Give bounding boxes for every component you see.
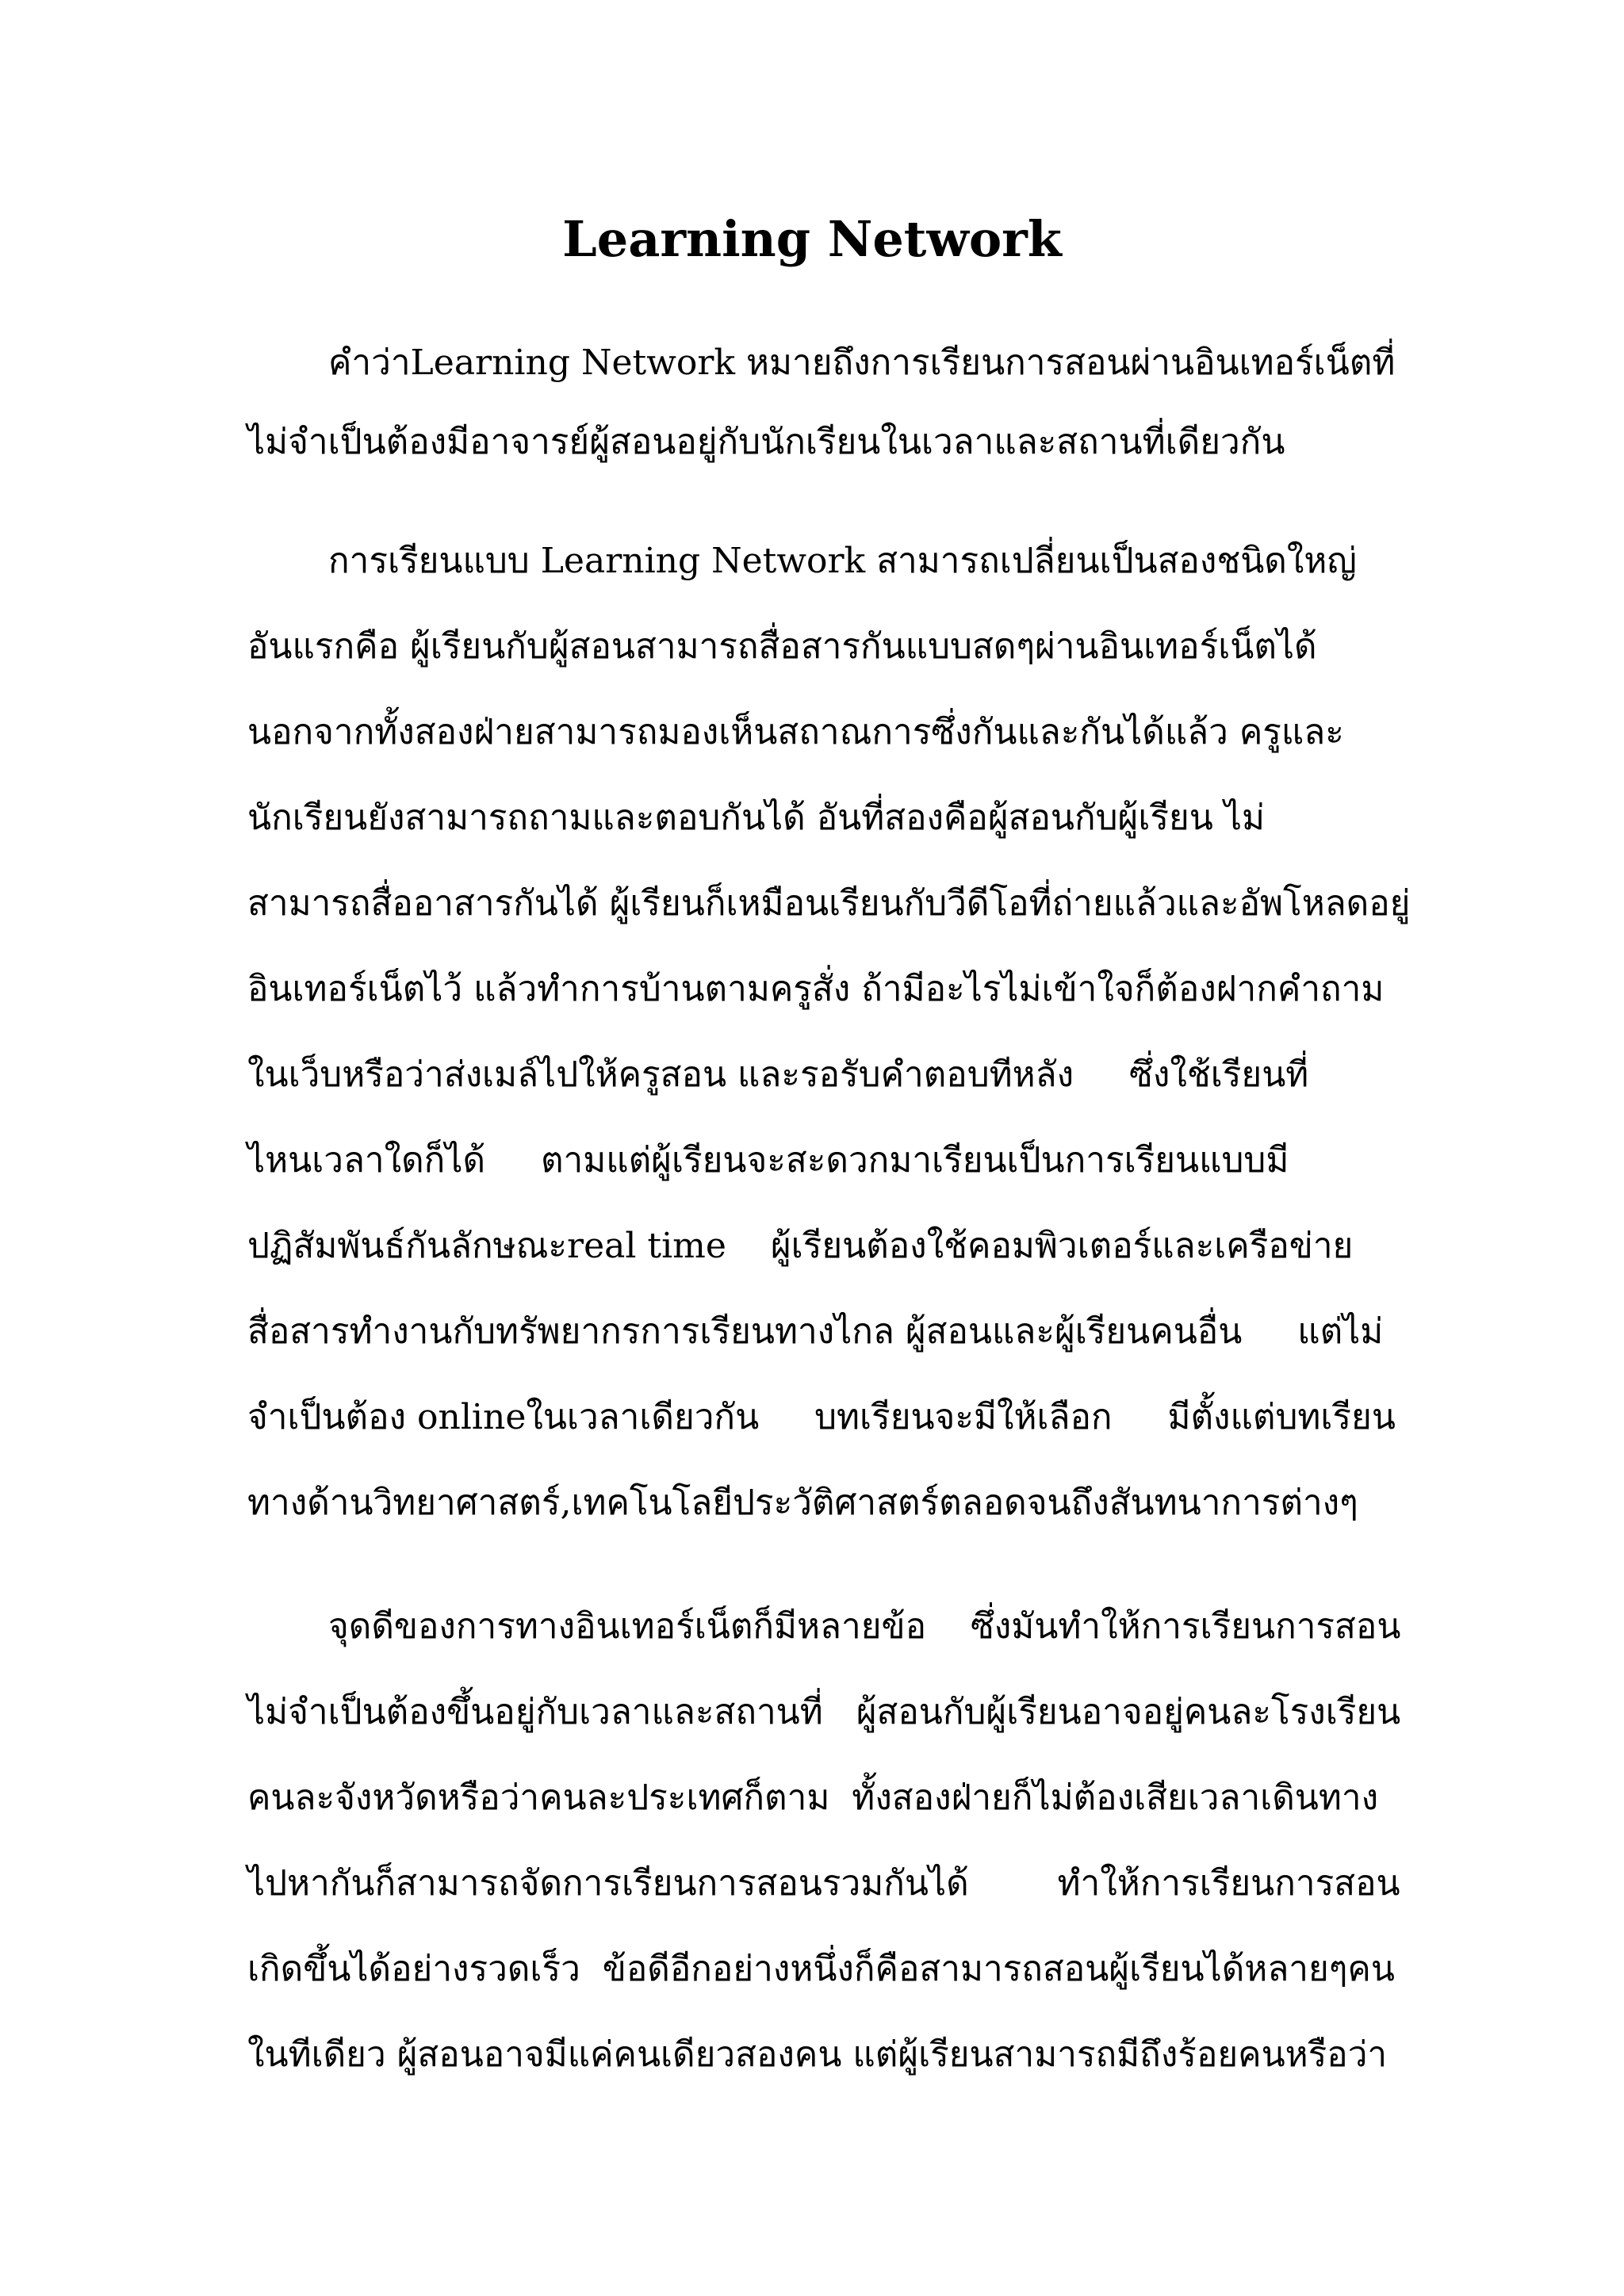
paragraph-3-line-2: ไม่จำเป็นต้องขึ้นอยู่กับเวลาและสถานที่ ผู้สอนกับผู้เรียนอาจอยู่คนละโรงเรียน xyxy=(247,1692,1401,1732)
paragraph-3-line-3: คนละจังหวัดหรือว่าคนละประเทศก็ตาม ทั้งสองฝ่ายก็ไม่ต้องเสียเวลาเดินทาง xyxy=(247,1777,1379,1818)
paragraph-2-line-8: ไหนเวลาใดก็ได้ ตามแต่ผู้เรียนจะสะดวกมาเรียนเป็นการเรียนแบบมี xyxy=(247,1140,1289,1181)
document-title: Learning Network xyxy=(562,210,1062,268)
paragraph-3-line-4: ไปหากันก็สามารถจัดการเรียนการสอนรวมกันได้ ทำให้การเรียนการสอน xyxy=(247,1863,1400,1904)
paragraph-2-line-3: นอกจากทั้งสองฝ่ายสามารถมองเห็นสถาณการซึ่งกันและกันได้แล้ว ครูและ xyxy=(247,712,1344,752)
paragraph-2-line-10: สื่อสารทำงานกับทรัพยากรการเรียนทางไกล ผู้สอนและผู้เรียนคนอื่น แต่ไม่ xyxy=(247,1311,1384,1352)
paragraph-2-line-5: สามารถสื่ออาสารกันได้ ผู้เรียนก็เหมือนเรียนกับวีดีโอที่ถ่ายแล้วและอัพโหลดอยู่ xyxy=(247,883,1411,924)
paragraph-2-line-11: จำเป็นต้อง onlineในเวลาเดียวกัน บทเรียนจะมีให้เลือก มีตั้งแต่บทเรียน xyxy=(247,1397,1396,1437)
paragraph-2-line-7: ในเว็บหรือว่าส่งเมล์ไปให้ครูสอน และรอรับคำตอบทีหลัง ซึ่งใช้เรียนที่ xyxy=(247,1054,1309,1095)
paragraph-2-line-12: ทางด้านวิทยาศาสตร์,เทคโนโลยีประวัติศาสตร์ตลอดจนถึงสันทนาการต่างๆ xyxy=(247,1483,1358,1523)
paragraph-2-line-2: อันแรกคือ ผู้เรียนกับผู้สอนสามารถสื่อสารกันแบบสดๆผ่านอินเทอร์เน็ตได้ xyxy=(247,626,1317,667)
paragraph-2-line-6: อินเทอร์เน็ตไว้ แล้วทำการบ้านตามครูสั่ง ถ้ามีอะไรไม่เข้าใจก็ต้องฝากคำถาม xyxy=(247,969,1385,1009)
paragraph-3-line-1: จุดดีของการทางอินเทอร์เน็ตก็มีหลายข้อ ซึ่งมันทำให้การเรียนการสอน xyxy=(328,1606,1401,1647)
paragraph-2-line-4: นักเรียนยังสามารถถามและตอบกันได้ อันที่สองคือผู้สอนกับผู้เรียน ไม่ xyxy=(247,798,1265,838)
paragraph-1-line-2: ไม่จำเป็นต้องมีอาจารย์ผู้สอนอยู่กับนักเรียนในเวลาและสถานที่เดียวกัน xyxy=(247,422,1285,462)
paragraph-2-line-9: ปฏิสัมพันธ์กันลักษณะreal time ผู้เรียนต้องใช้คอมพิวเตอร์และเครือข่าย xyxy=(247,1226,1354,1266)
paragraph-1-line-1: คำว่าLearning Network หมายถึงการเรียนการสอนผ่านอินเทอร์เน็ตที่ xyxy=(328,342,1396,383)
paragraph-3-line-5: เกิดขึ้นได้อย่างรวดเร็ว ข้อดีอีกอย่างหนึ่งก็คือสามารถสอนผู้เรียนได้หลายๆคน xyxy=(247,1949,1395,1989)
paragraph-2-line-1: การเรียนแบบ Learning Network สามารถเปลี่ยนเป็นสองชนิดใหญ่ xyxy=(328,541,1357,581)
paragraph-3-line-6: ในทีเดียว ผู้สอนอาจมีแค่คนเดียวสองคน แต่ผู้เรียนสามารถมีถึงร้อยคนหรือว่า xyxy=(247,2034,1388,2075)
